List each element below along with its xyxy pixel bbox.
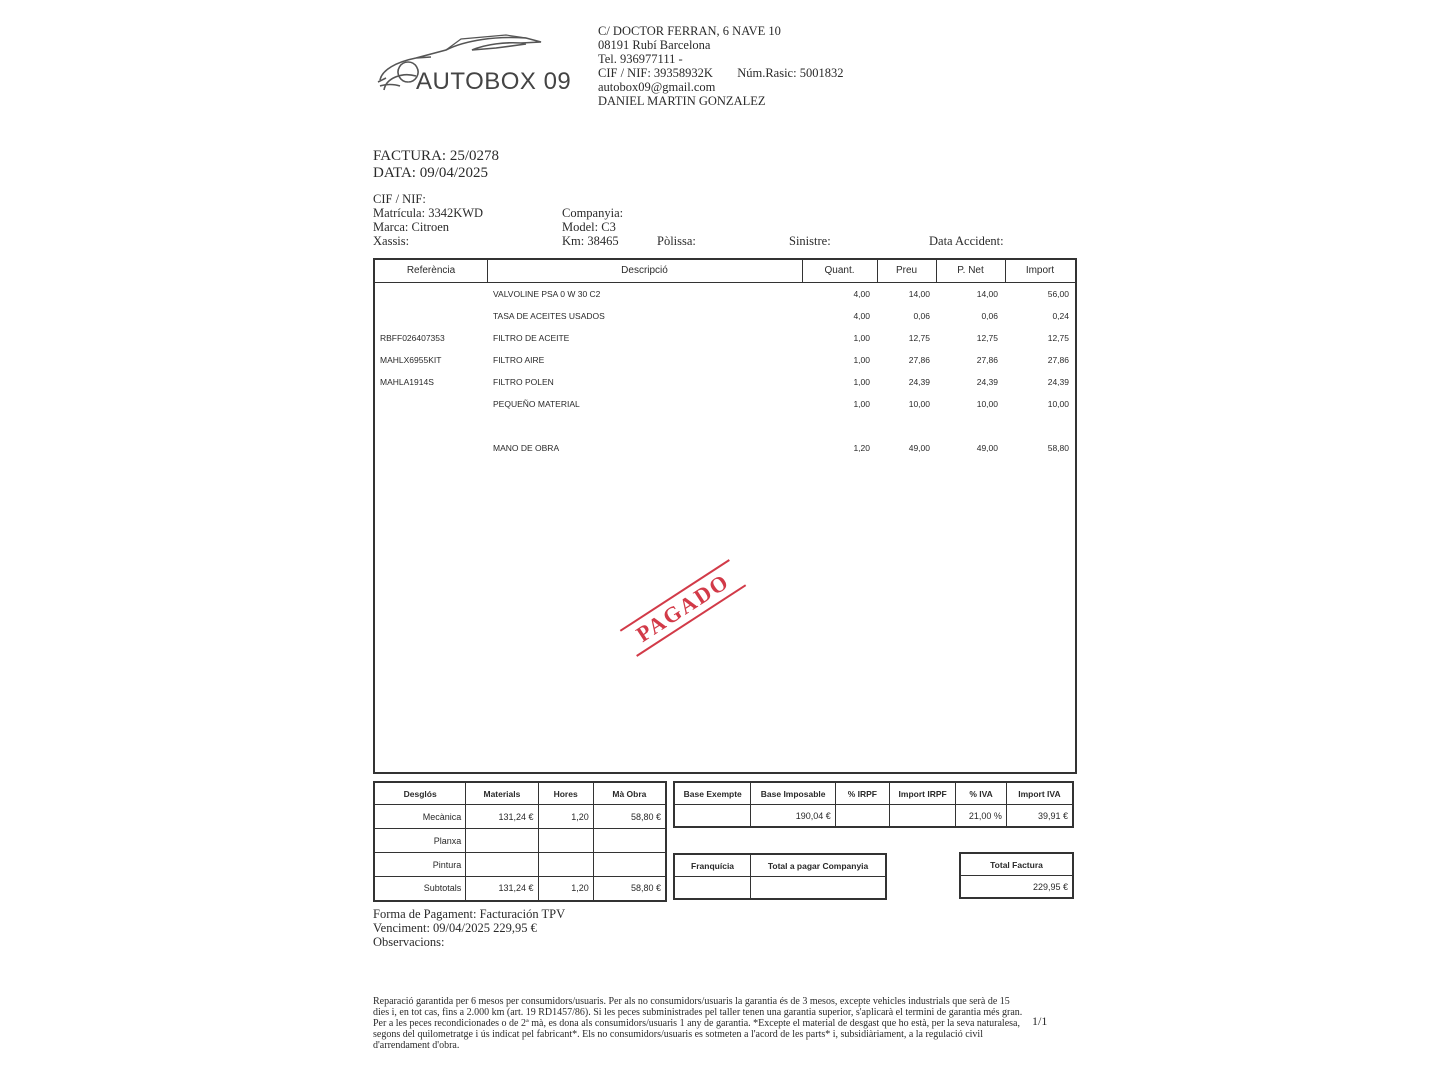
table-row: Pintura — [374, 853, 666, 877]
company-tel: Tel. 936977111 - — [598, 52, 683, 66]
line-items-table: Referència Descripció Quant. Preu P. Net Import VALVOLINE PSA 0 W 30 C2 4,00 14,00 14,00 56,00 TASA DE ACEITES USADOS 4,00 0,06 0,06 0,24 RBFF026407353 FILTRO DE ACEITE 1,00 12,75 12,75 12,75 MAHLX6955KIT FILTRO AIRE 1,00 27,86 27,86 27,86 MAHLA1914S FILTRO POLEN 1,00 24,39 24,39 24,39 PEQUEÑO MATERIAL 1,00 10,00 10,00 10,00 MANO DE OBRA 1,20 49,00 49,00 58,80 — [373, 258, 1077, 774]
vehicle-model: Model: C3 — [562, 220, 616, 234]
company-city: 08191 Rubí Barcelona — [598, 38, 711, 52]
tax-table: Base Exempte Base Imposable % IRPF Import IRPF % IVA Import IVA 190,04 € 21,00 % 39,91 € — [673, 781, 1074, 828]
table-row: Subtotals 131,24 € 1,20 58,80 € — [374, 877, 666, 901]
table-row — [674, 877, 886, 900]
header-description: Descripció — [621, 265, 668, 276]
client-cif: CIF / NIF: — [373, 192, 426, 206]
company-cif: CIF / NIF: 39358932K — [598, 66, 713, 80]
company-email: autobox09@gmail.com — [598, 80, 716, 94]
table-row: Planxa — [374, 829, 666, 853]
payment-due: Venciment: 09/04/2025 229,95 € — [373, 921, 537, 935]
table-row: Mecànica 131,24 € 1,20 58,80 € — [374, 805, 666, 829]
header-net-price: P. Net — [957, 265, 984, 276]
company-info — [598, 24, 843, 108]
total-invoice-label: Total Factura — [960, 853, 1073, 876]
warranty-footer: Reparació garantida per 6 mesos per consumidors/usuaris. Per als no consumidors/usuaris la garantia és de 3 mesos, excepte vehicles industrials que serà de 15 dies i, en tot cas, fins a 2.000 km (art. 19 RD1457/86). Si les peces subministrades pel taller tenen una garantia superior, s'aplicarà el termini de garantia més gran. Per a les peces recondicionades o de 2ª mà, es dona als consumidors/usuaris 1 any de garantia. *Excepte el material de desgast que ho està, per la seva naturalesa, segons del quilometratge i ús indicat pel fabricant*. Els no consumidors/usuaris es sotmeten a l'acord de les parts* i, subsidiàriament, a la regulació civil d'arrendament d'obra. — [373, 996, 1023, 1051]
header-amount: Import — [1025, 265, 1055, 276]
company-logo-text: AUTOBOX 09 — [416, 68, 572, 95]
observations-label: Observacions: — [373, 935, 445, 949]
total-invoice-value: 229,95 € — [960, 876, 1073, 899]
header-price: Preu — [895, 265, 918, 276]
header-reference: Referència — [406, 265, 456, 276]
vehicle-claim: Sinistre: — [789, 234, 831, 248]
company-owner: DANIEL MARTIN GONZALEZ — [598, 94, 766, 108]
company-address: C/ DOCTOR FERRAN, 6 NAVE 10 — [598, 24, 781, 38]
vehicle-km: Km: 38465 — [562, 234, 619, 248]
invoice-date: DATA: 09/04/2025 — [373, 165, 489, 181]
breakdown-table: Desglós Materials Hores Mà Obra Mecànica 131,24 € 1,20 58,80 € Planxa Pintura Subtotals 131,24 € 1,20 58,80 € — [373, 781, 667, 902]
table-row: 190,04 € 21,00 % 39,91 € — [674, 805, 1073, 828]
vehicle-accident-date: Data Accident: — [929, 234, 1004, 248]
header-quantity: Quant. — [824, 265, 855, 276]
total-table — [959, 852, 1074, 899]
vehicle-policy: Pòlissa: — [657, 234, 696, 248]
vehicle-chassis: Xassis: — [373, 234, 410, 248]
vehicle-brand: Marca: Citroen — [373, 220, 450, 234]
page-number: 1/1 — [1032, 1014, 1048, 1028]
deductible-table: Franquícia Total a pagar Companyia — [673, 853, 887, 900]
vehicle-plate: Matrícula: 3342KWD — [373, 206, 484, 220]
company-cif-row — [598, 66, 843, 80]
company-rasic: Núm.Rasic: 5001832 — [737, 66, 844, 80]
invoice-number: FACTURA: 25/0278 — [373, 148, 499, 164]
paid-stamp-text: PAGADO — [631, 568, 734, 647]
vehicle-company: Companyia: — [562, 206, 624, 220]
payment-method: Forma de Pagament: Facturación TPV — [373, 907, 566, 921]
